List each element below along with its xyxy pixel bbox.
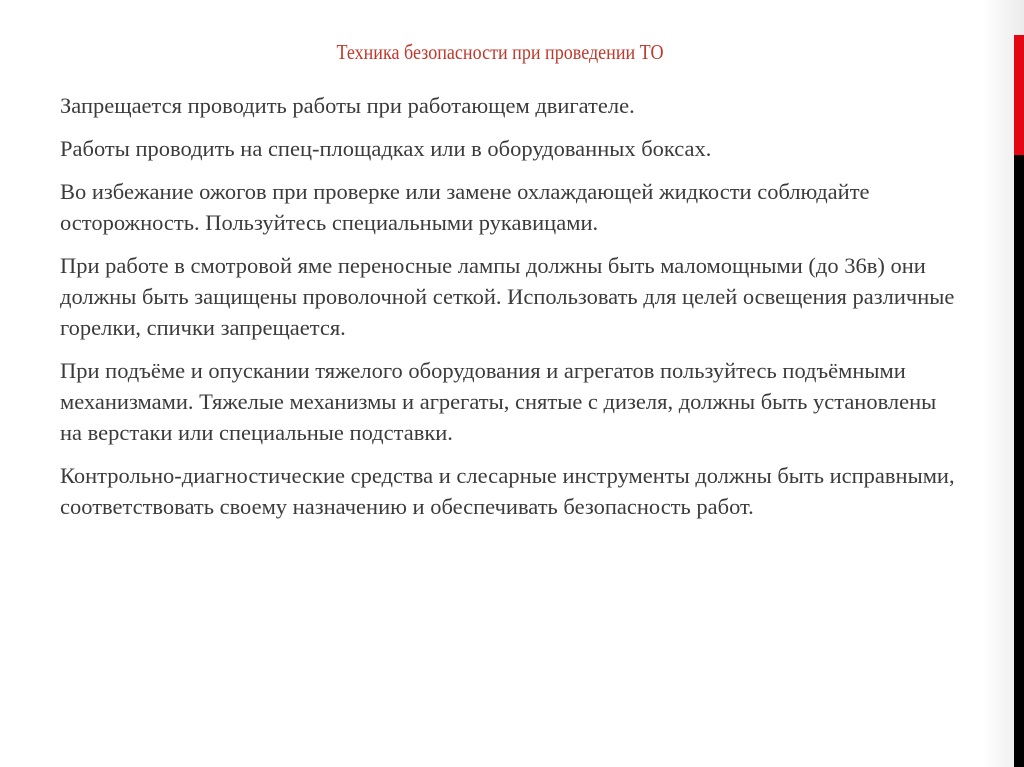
paragraph-3: Во избежание ожогов при проверке или замене охлаждающей жидкости соблюдайте осторожность. Пользуйтесь специальными рукавицами. (60, 179, 870, 235)
slide-title: Техника безопасности при проведении ТО (336, 40, 664, 64)
paragraph-4: При работе в смотровой яме переносные лампы должны быть маломощными (до 36в) они должны быть защищены проволочной сеткой. Использовать для целей освещения различные горелки, спички запрещается. (60, 253, 955, 340)
paragraph-5: При подъёме и опускании тяжелого оборудования и агрегатов пользуйтесь подъёмными механизмами. Тяжелые механизмы и агрегаты, снятые с дизеля, должны быть установлены на верстаки или специальные подставки. (60, 358, 937, 445)
accent-bar-red (1014, 35, 1024, 155)
accent-bar-black (1014, 155, 1024, 767)
paragraph-2: Работы проводить на спец-площадках или в оборудованных боксах. (60, 136, 712, 161)
paragraph-6: Контрольно-диагностические средства и слесарные инструменты должны быть исправными, соответствовать своему назначению и обеспечивать безопасность работ. (60, 463, 955, 519)
paragraph-1: Запрещается проводить работы при работающем двигателе. (60, 93, 635, 118)
slide-content (60, 90, 960, 534)
